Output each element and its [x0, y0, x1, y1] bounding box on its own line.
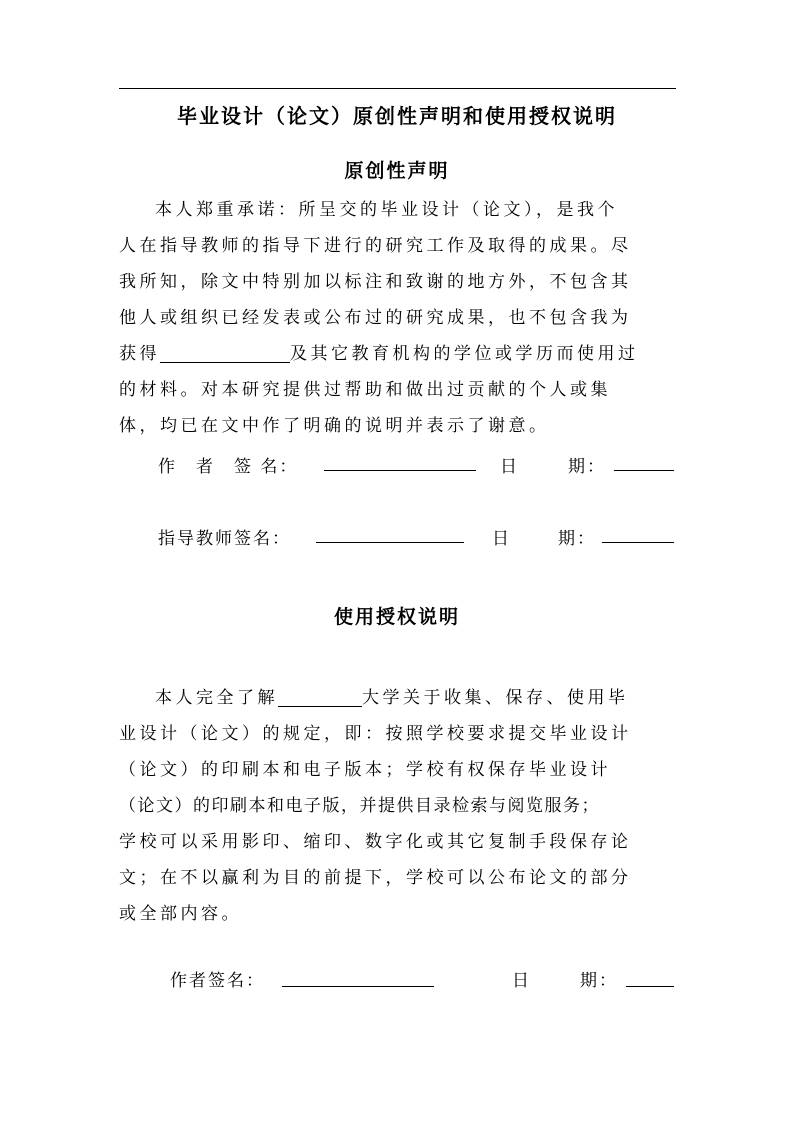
originality-line-1: 本人郑重承诺：所呈交的毕业设计（论文），是我个 — [155, 200, 618, 220]
originality-line-4: 他人或组织已经发表或公布过的研究成果，也不包含我为 — [119, 308, 632, 328]
advisor-date-label-1: 日 — [492, 529, 511, 549]
authorization-line-3: （论文）的印刷本和电子版本；学校有权保存毕业设计 — [119, 760, 611, 780]
authorization-line-4: （论文）的印刷本和电子版，并提供目录检索与阅览服务； — [119, 796, 600, 816]
header-rule — [119, 88, 676, 89]
originality-line-7: 体，均已在文中作了明确的说明并表示了谢意。 — [119, 416, 550, 436]
advisor-sign-line — [316, 542, 464, 543]
originality-line-5a: 获得 — [119, 344, 160, 364]
advisor-date-line — [602, 542, 674, 543]
document-title: 毕业设计（论文）原创性声明和使用授权说明 — [177, 104, 617, 128]
originality-title: 原创性声明 — [344, 160, 450, 182]
author-date-line — [614, 470, 674, 471]
author-sign-line — [324, 470, 476, 471]
originality-line-5 — [119, 336, 679, 372]
authorization-line-5: 学校可以采用影印、缩印、数字化或其它复制手段保存论 — [119, 832, 632, 852]
advisor-date-label-2: 期： — [558, 529, 596, 549]
auth-date-line — [626, 986, 674, 987]
author-sign-label: 作 者 签 名： — [158, 457, 299, 477]
authorization-title: 使用授权说明 — [333, 606, 460, 628]
date-label-2: 期： — [568, 457, 606, 477]
originality-line-6: 的材料。对本研究提供过帮助和做出过贡献的个人或集 — [119, 380, 611, 400]
auth-author-sign-label: 作者签名： — [170, 971, 265, 991]
originality-line-5b: 及其它教育机构的学位或学历而使用过 — [290, 344, 639, 364]
authorization-line-1 — [119, 680, 679, 716]
originality-line-3: 我所知，除文中特别加以标注和致谢的地方外，不包含其 — [119, 272, 632, 292]
authorization-line-1b: 大学关于收集、保存、使用毕 — [362, 688, 629, 708]
authorization-line-6: 文；在不以赢利为目的前提下，学校可以公布论文的部分 — [119, 868, 632, 888]
auth-date-label-1: 日 — [512, 971, 531, 991]
advisor-sign-label: 指导教师签名： — [158, 529, 291, 549]
authorization-line-7: 或全部内容。 — [119, 904, 242, 924]
date-label-1: 日 — [500, 457, 519, 477]
auth-author-sign-line — [282, 986, 434, 987]
originality-line-2: 人在指导教师的指导下进行的研究工作及取得的成果。尽 — [119, 236, 632, 256]
university-blank — [278, 688, 362, 707]
authorization-line-2: 业设计（论文）的规定，即：按照学校要求提交毕业设计 — [119, 724, 632, 744]
degree-blank — [160, 344, 290, 363]
auth-date-label-2: 期： — [580, 971, 618, 991]
authorization-line-1a: 本人完全了解 — [155, 688, 278, 708]
